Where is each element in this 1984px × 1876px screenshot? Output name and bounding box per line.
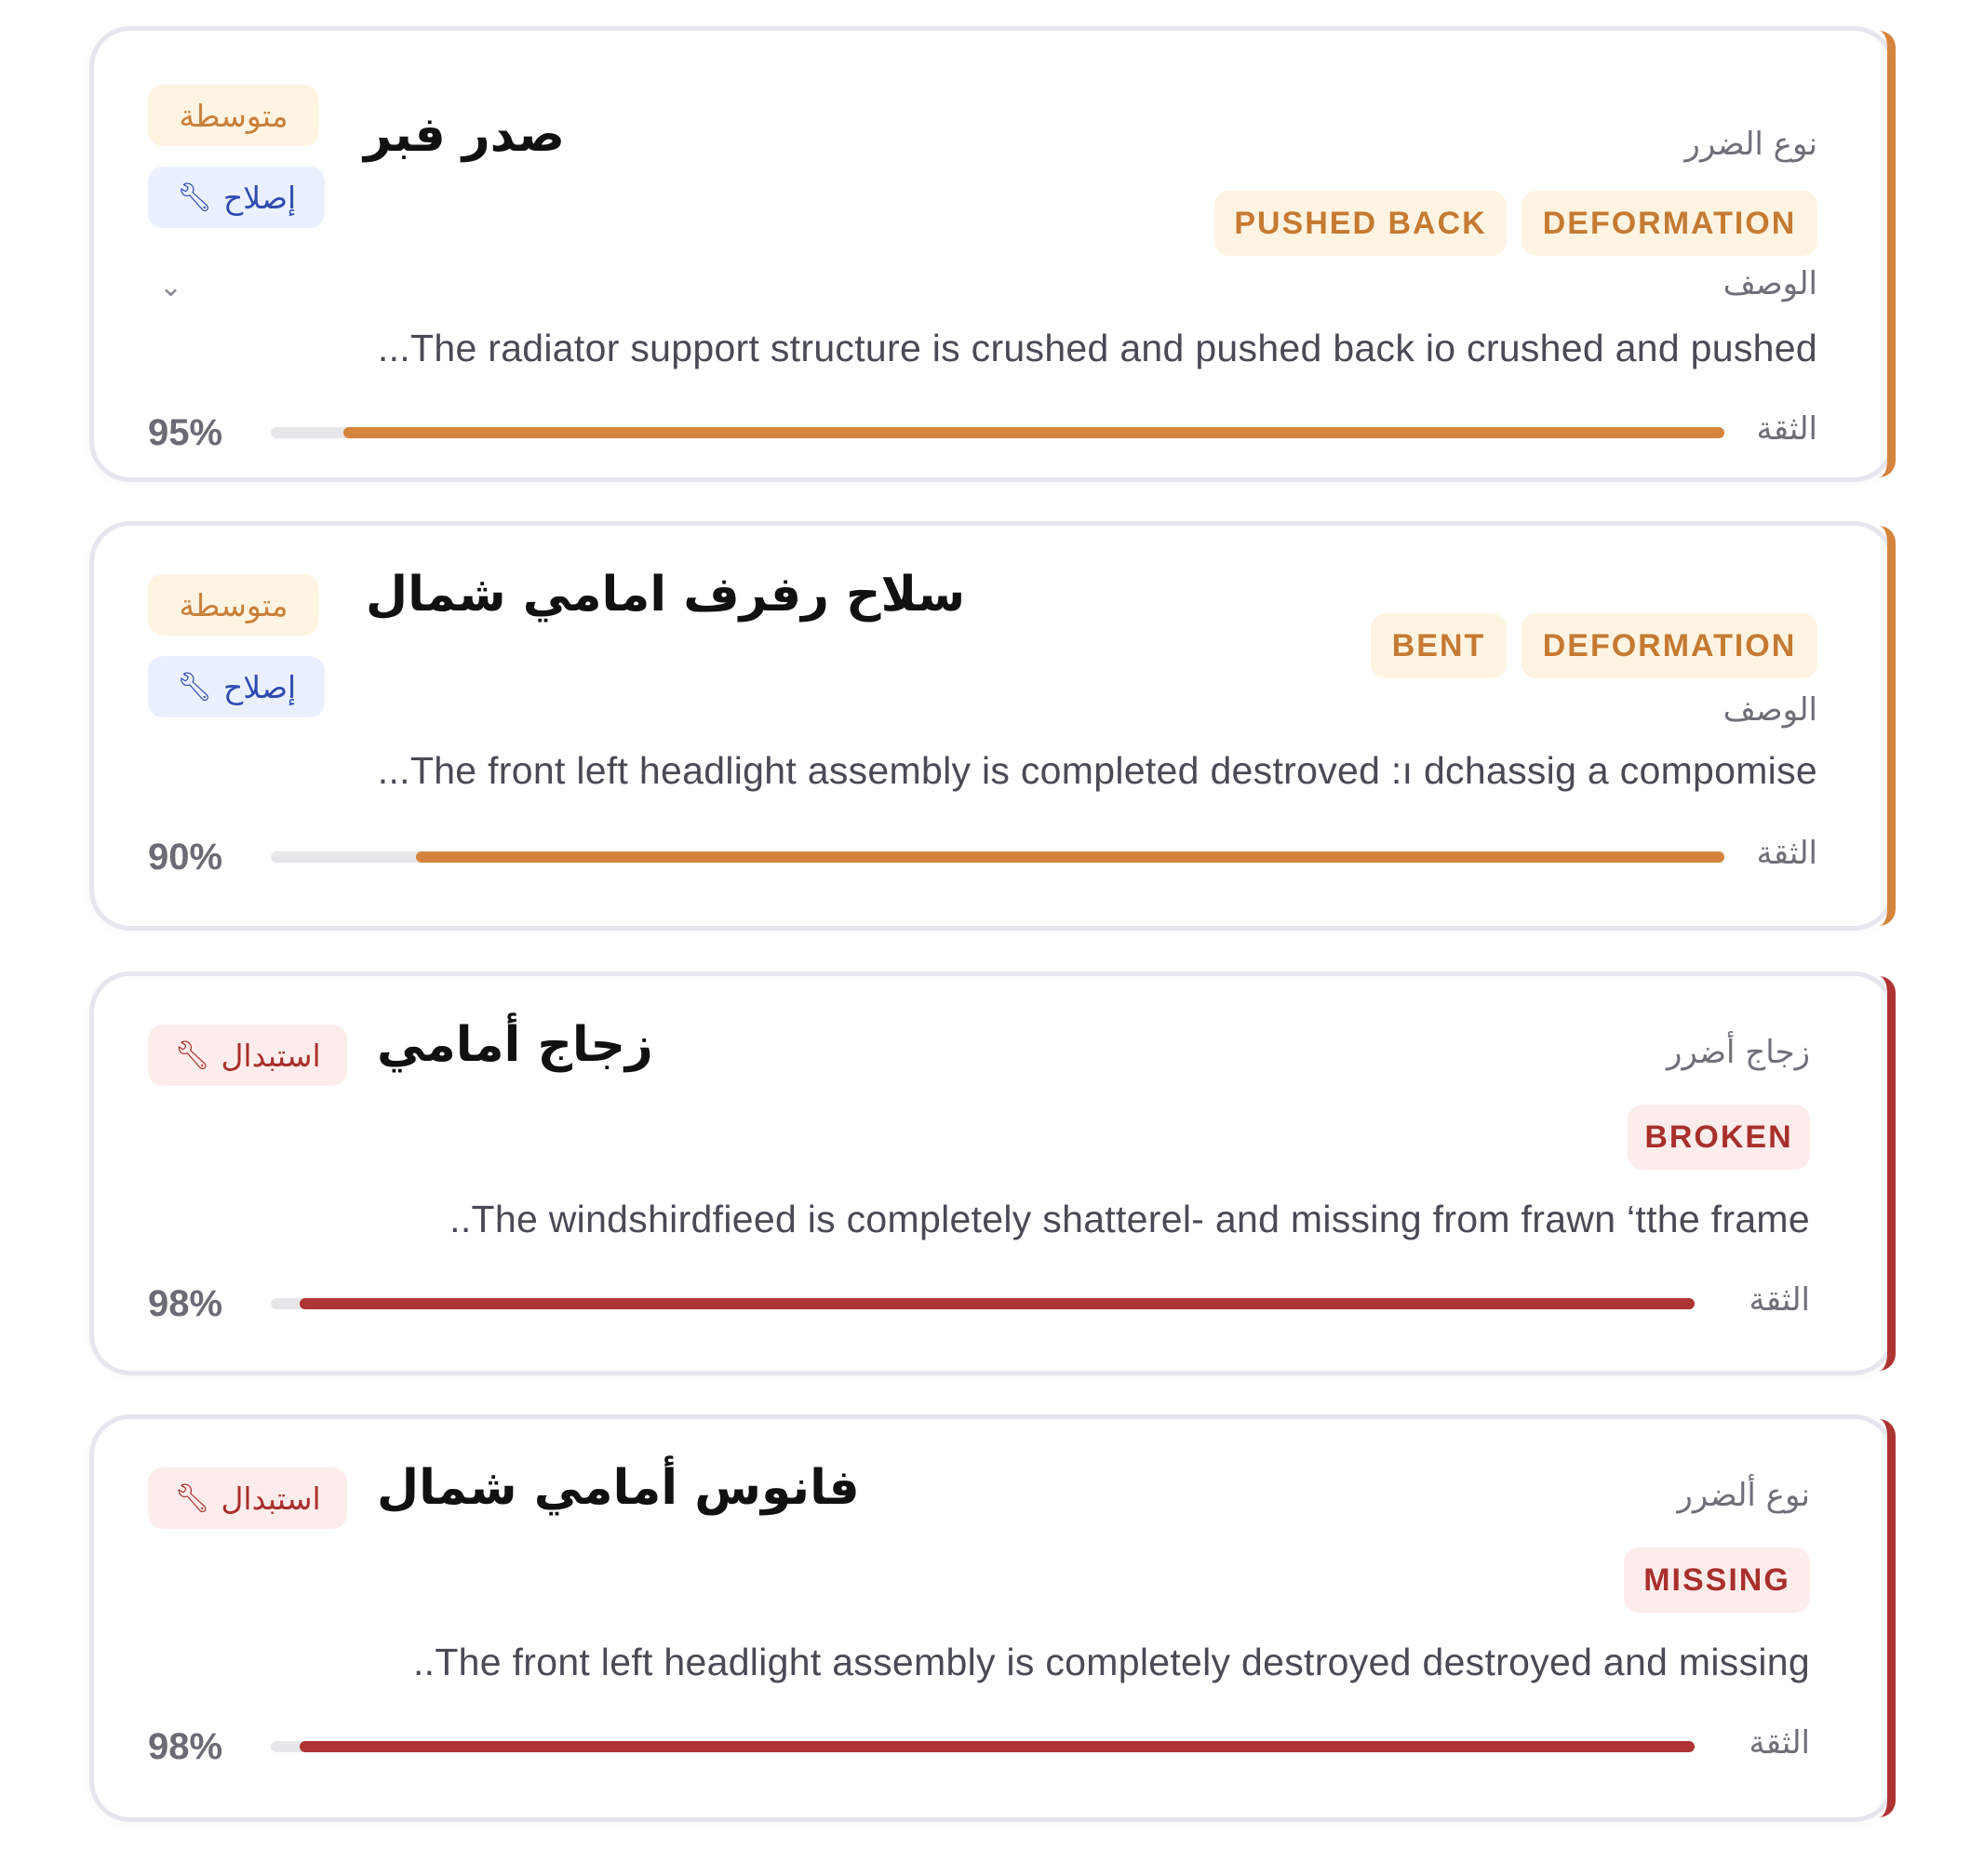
confidence-bar	[271, 1741, 1695, 1752]
confidence-percent: 98%	[148, 1726, 223, 1767]
damage-tag: BENT	[1371, 613, 1507, 678]
confidence-percent: 90%	[148, 837, 223, 878]
severity-accent-bar	[1879, 1419, 1896, 1817]
confidence-bar	[271, 851, 1724, 863]
wrench-icon: 🔧︎	[176, 181, 212, 214]
confidence-label: الثقة	[1756, 410, 1817, 448]
confidence-bar-fill	[300, 1741, 1695, 1752]
confidence-bar-fill	[343, 427, 1724, 438]
damage-tag: MISSING	[1624, 1548, 1810, 1613]
severity-badge: متوسطة	[148, 85, 319, 146]
action-label: إصلاح	[222, 668, 297, 705]
confidence-bar	[271, 427, 1724, 438]
severity-accent-bar	[1879, 526, 1896, 926]
damage-card[interactable]	[89, 972, 1895, 1375]
damage-card[interactable]	[89, 1414, 1895, 1822]
damage-tag: DEFORMATION	[1522, 191, 1817, 256]
action-label: استبدال	[221, 1037, 321, 1074]
description-label: الوصف	[1723, 691, 1817, 729]
damage-type-label: نوع الضرر	[1684, 126, 1817, 163]
damage-type-label: زجاج أضرر	[1666, 1034, 1810, 1071]
wrench-icon: 🔧︎	[174, 1481, 210, 1515]
confidence-bar-fill	[416, 851, 1724, 863]
damage-description: ..The windshirdfieed is completely shatterel‐ and missing from frawn ‘tthe frame	[449, 1198, 1810, 1240]
damage-description: ..The front left headlight assembly is completely destroyed destroyed and missing	[412, 1641, 1810, 1683]
replace-action-button[interactable]	[148, 1025, 347, 1086]
severity-accent-bar	[1879, 976, 1896, 1371]
confidence-percent: 98%	[148, 1283, 223, 1324]
part-title: زجاج أمامي	[377, 1017, 653, 1073]
replace-action-button[interactable]	[148, 1467, 347, 1529]
damage-type-label: نوع ألضرر	[1677, 1477, 1810, 1514]
damage-card[interactable]	[89, 521, 1895, 931]
action-label: إصلاح	[222, 179, 297, 216]
confidence-label: الثقة	[1749, 1724, 1810, 1762]
confidence-bar	[271, 1298, 1695, 1309]
confidence-label: الثقة	[1749, 1281, 1810, 1319]
damage-tag: DEFORMATION	[1522, 613, 1817, 678]
description-label: الوصف	[1723, 265, 1817, 302]
severity-accent-bar	[1879, 31, 1896, 477]
damage-card[interactable]	[89, 26, 1895, 482]
repair-action-button[interactable]	[148, 167, 325, 228]
part-title: فانوس أمامي شمال	[377, 1460, 860, 1516]
severity-badge: متوسطة	[148, 574, 319, 636]
damage-description: ...The radiator support structure is crushed and pushed back io crushed and pushed	[377, 327, 1817, 369]
part-title: صدر فبر	[364, 107, 565, 163]
repair-action-button[interactable]	[148, 656, 325, 717]
confidence-bar-fill	[300, 1298, 1695, 1309]
damage-tag: PUSHED BACK	[1214, 191, 1507, 256]
chevron-down-icon[interactable]: ⌄	[159, 271, 183, 303]
confidence-label: الثقة	[1756, 835, 1817, 872]
part-title: سلاح رفرف امامي شمال	[366, 567, 966, 623]
damage-description: ...The front left headlight assembly is completed destroved :ı dchassig a compomise	[377, 749, 1817, 792]
damage-tag: BROKEN	[1628, 1105, 1810, 1170]
confidence-percent: 95%	[148, 412, 223, 453]
wrench-icon: 🔧︎	[174, 1038, 210, 1072]
wrench-icon: 🔧︎	[176, 670, 212, 704]
action-label: استبدال	[221, 1480, 321, 1517]
